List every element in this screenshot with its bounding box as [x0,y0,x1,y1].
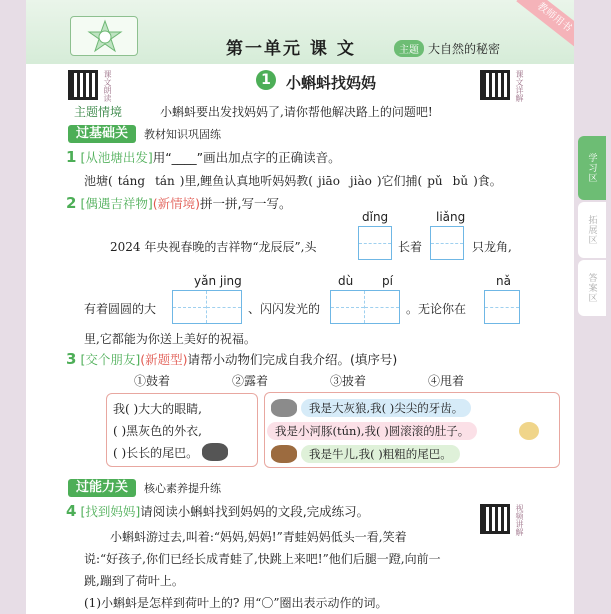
q3-right-box [264,392,560,468]
q3-tag2: (新题型) [140,352,188,367]
q3-option-1: ①鼓着 [134,374,171,388]
q2-grid-1[interactable] [358,226,392,260]
q2-line-3: 里,它都能为你送上美好的祝福。 [84,332,256,346]
section-ability-badge: 过能力关 [68,479,136,497]
q2-line-2c: 。无论你在 [406,302,467,316]
q1-option[interactable]: pǔ [427,174,443,188]
question-2 [66,194,291,212]
q3-number: 3 [66,350,77,368]
q1-part: )食。 [473,174,502,188]
q2-number: 2 [66,194,77,212]
q2-pinyin-6: nǎ [496,274,511,288]
q2-pinyin-2: liǎng [436,210,466,224]
q3-option-2: ②露着 [232,374,269,388]
section-ability [68,478,221,498]
q4-paragraph-line: 跳,蹦到了荷叶上。 [84,574,184,588]
q2-pinyin-1: dǐng [362,210,389,224]
q3-left-line: 我( )大大的眼睛, [113,402,202,416]
q4-sub-question-1: (1)小蝌蚪是怎样到荷叶上的? 用“〇”圈出表示动作的词。 [84,596,388,610]
q1-text: 用“____”画出加点字的正确读音。 [152,150,341,165]
qr-left-label: 课文朗读 [103,70,112,102]
lesson-title: 小蝌蚪找妈妈 [286,74,377,92]
q2-line-2a: 有着圆圆的大 [84,302,157,316]
q4-paragraph-line: 小蝌蚪游过去,叫着:“妈妈,妈妈!”青蛙妈妈低头一看,笑着 [110,530,407,544]
section-basic [68,124,221,144]
q3-right-line-3: 我是牛儿,我( )粗粗的尾巴。 [301,445,460,463]
q1-part: )里,鲤鱼认真地听妈妈教( [179,174,313,188]
theme-chip: 主题 [394,40,424,57]
worksheet-page [26,0,574,614]
q4-text: 请阅读小蝌蚪找到妈妈的文段,完成练习。 [140,504,370,519]
q1-option[interactable]: jiāo [317,174,340,188]
q1-part: 池塘( [84,174,113,188]
q2-grid-4[interactable] [330,290,400,324]
q2-pinyin-4: dù [338,274,354,288]
pufferfish-icon [519,422,539,440]
theme-text: 大自然的秘密 [428,42,501,56]
q1-option[interactable]: táng [117,174,146,188]
qr-code-right[interactable] [480,70,510,100]
q4-paragraph-line: 说:“好孩子,你们已经长成青蛙了,快跳上来吧!”他们后腿一蹬,向前一 [84,552,441,566]
q3-tag: [交个朋友] [80,352,141,367]
corner-ribbon: 教师用书 [516,0,574,51]
intro-label: 主题情境 [74,105,123,119]
q2-grid-5[interactable] [484,290,520,324]
qr-right-label: 课文详解 [515,70,524,102]
mascot-logo [70,16,138,56]
q1-part: )它们捕( [376,174,423,188]
q2-line-1b: 长着 [398,240,423,254]
side-tab-extend[interactable]: 拓展区 [578,202,606,258]
q1-option[interactable]: bǔ [452,174,469,188]
q2-pinyin-3: yǎn jing [194,274,242,288]
q3-option-3: ③披着 [330,374,367,388]
side-tab-study[interactable]: 学习区 [578,136,606,200]
tadpole-icon [202,443,228,461]
question-3 [66,350,397,368]
wolf-icon [271,399,297,417]
q3-right-line-2: 我是小河豚(tún),我( )圆滚滚的肚子。 [267,422,477,440]
q2-grid-3[interactable] [172,290,242,324]
q3-text: 请帮小动物们完成自我介绍。(填序号) [187,352,398,367]
q3-right-line-1: 我是大灰狼,我( )尖尖的牙齿。 [301,399,471,417]
q1-sentence [84,172,502,189]
section-ability-sub: 核心素养提升练 [144,482,222,495]
q1-option[interactable]: jiào [349,174,372,188]
q2-line-1c: 只龙角, [472,240,512,254]
section-basic-badge: 过基础关 [68,125,136,143]
question-4 [66,502,369,520]
side-tab-answer[interactable]: 答案区 [578,260,606,316]
q3-left-line: ( )黑灰色的外衣, [113,424,202,438]
q2-grid-2[interactable] [430,226,464,260]
q2-tag: [偶遇吉祥物] [80,196,153,211]
q2-line-1a: 2024 年央视春晚的吉祥物“龙辰辰”,头 [110,240,317,254]
q1-number: 1 [66,148,77,166]
q3-option-4: ④甩着 [428,374,465,388]
lesson-number: 1 [256,70,276,90]
side-tab-strip [574,0,611,614]
unit-title: 第一单元 课 文 [226,39,356,59]
qr-code-left[interactable] [68,70,98,100]
intro-text: 小蝌蚪要出发找妈妈了,请你帮他解决路上的问题吧! [160,105,433,119]
qr-video-label: 视频讲解 [515,504,524,536]
q4-tag: [找到妈妈] [80,504,141,519]
section-basic-sub: 教材知识巩固练 [144,128,222,141]
cow-icon [271,445,297,463]
q2-tag2: (新情境) [152,196,200,211]
q2-line-2b: 、闪闪发光的 [248,302,321,316]
q2-text: 拼一拼,写一写。 [199,196,292,211]
q3-left-line: ( )长长的尾巴。 [113,446,199,460]
q1-tag: [从池塘出发] [80,150,153,165]
qr-code-video[interactable] [480,504,510,534]
q4-number: 4 [66,502,77,520]
q2-pinyin-5: pí [382,274,393,288]
q1-option[interactable]: tán [155,174,175,188]
unit-header [26,0,574,64]
q3-left-box [106,393,258,467]
question-1 [66,148,341,166]
